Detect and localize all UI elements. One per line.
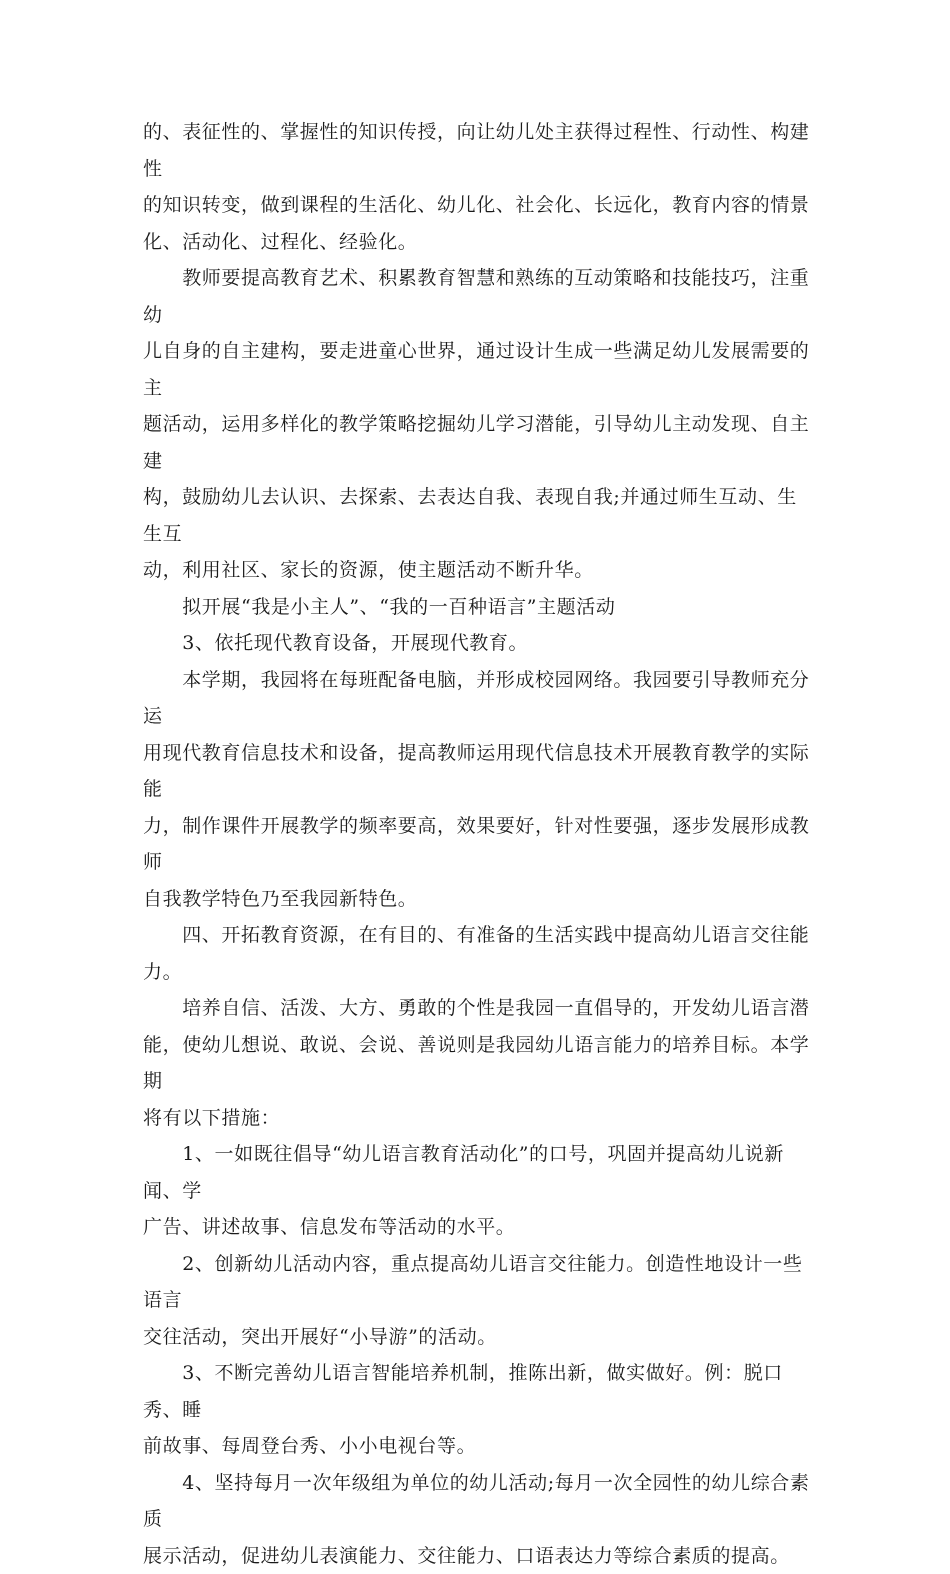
paragraph-1: 的、表征性的、掌握性的知识传授，向让幼儿处主获得过程性、行动性、构建性 的知识转变，做到课程的生活化、幼儿化、社会化、长远化，教育内容的情景 化、活动化、过程化、经验化。	[143, 114, 811, 260]
paragraph-8: 1、一如既往倡导“幼儿语言教育活动化”的口号，巩固并提高幼儿说新闻、学 广告、讲述故事、信息发布等活动的水平。	[143, 1136, 811, 1246]
paragraph-11: 4、坚持每月一次年级组为单位的幼儿活动;每月一次全园性的幼儿综合素质 展示活动，促进幼儿表演能力、交往能力、口语表达力等综合素质的提高。	[143, 1465, 811, 1574]
paragraph-7: 培养自信、活泼、大方、勇敢的个性是我园一直倡导的，开发幼儿语言潜 能，使幼儿想说、敢说、会说、善说则是我园幼儿语言能力的培养目标。本学期 将有以下措施：	[143, 990, 811, 1136]
paragraph-4: 3、依托现代教育设备，开展现代教育。	[143, 625, 811, 662]
document-body	[143, 114, 811, 1574]
paragraph-10: 3、不断完善幼儿语言智能培养机制，推陈出新，做实做好。例：脱口秀、睡 前故事、每周登台秀、小小电视台等。	[143, 1355, 811, 1465]
paragraph-6: 四、开拓教育资源，在有目的、有准备的生活实践中提高幼儿语言交往能 力。	[143, 917, 811, 990]
paragraph-3: 拟开展“我是小主人”、“我的一百种语言”主题活动	[143, 589, 811, 626]
paragraph-9: 2、创新幼儿活动内容，重点提高幼儿语言交往能力。创造性地设计一些语言 交往活动，突出开展好“小导游”的活动。	[143, 1246, 811, 1356]
paragraph-2: 教师要提高教育艺术、积累教育智慧和熟练的互动策略和技能技巧，注重幼 儿自身的自主建构，要走进童心世界，通过设计生成一些满足幼儿发展需要的主 题活动，运用多样化的教学策略挖掘幼儿学习潜能，引导幼儿主动发现、自主建 构，鼓励幼儿去认识、去探索、去表达自我、表现自我;并通过师生互动、生生互 动，利用社区、家长的资源，使主题活动不断升华。	[143, 260, 811, 589]
paragraph-5: 本学期，我园将在每班配备电脑，并形成校园网络。我园要引导教师充分运 用现代教育信息技术和设备，提高教师运用现代信息技术开展教育教学的实际能 力，制作课件开展教学的频率要高，效果要好，针对性要强，逐步发展形成教师 自我教学特色乃至我园新特色。	[143, 662, 811, 918]
